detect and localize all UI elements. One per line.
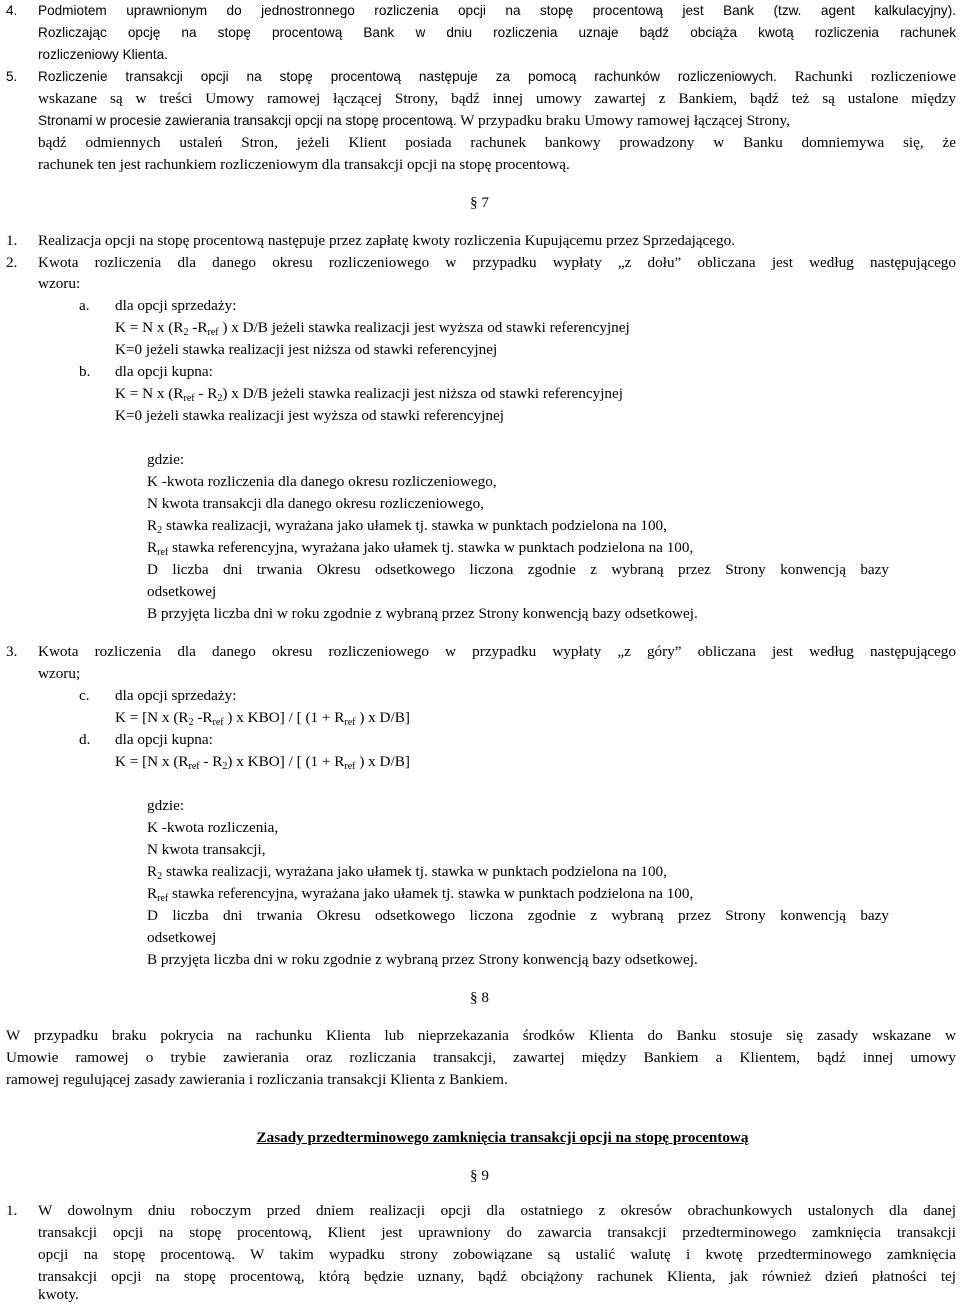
- p7-2-def-d-2: odsetkowej: [147, 583, 217, 600]
- formula-subscript: ref: [183, 393, 195, 404]
- p7-2-def-k: K -kwota rozliczenia dla danego okresu rozliczeniowego,: [147, 473, 497, 490]
- p7-3-d-label: dla opcji kupna:: [115, 731, 213, 748]
- p7-2-def-d-1: D liczba dni trwania Okresu odsetkowego liczona zgodnie z wybraną przez Strony konwencją bazy: [147, 561, 889, 578]
- section-heading: Zasady przedterminowego zamknięcia transakcji opcji na stopę procentową: [256, 1129, 749, 1146]
- def-subscript: 2: [157, 525, 163, 536]
- s9-1-number: 1.: [6, 1202, 18, 1219]
- p7-3-def-k: K -kwota rozliczenia,: [147, 819, 279, 836]
- p7-2-def-r2: [147, 515, 667, 537]
- formula-part: K = N x (R: [115, 385, 184, 402]
- p7-2-def-n: N kwota transakcji dla danego okresu rozliczeniowego,: [147, 495, 484, 512]
- def-symbol: R: [147, 885, 158, 902]
- p7-3-c-formula: [115, 707, 410, 729]
- item-4-line-2: Rozliczając opcję na stopę procentową Bank w dniu rozliczenia uznaje bądź obciąża kwotą rozliczenia rachunek: [38, 25, 956, 40]
- formula-part: ) x KBO] / [ (1 + R: [223, 709, 345, 726]
- s8-line-2: Umowie ramowej o trybie zawierania oraz rozliczania transakcji, zawartej między Bankiem a Klientem, bądź innej umowy: [6, 1049, 956, 1066]
- p7-2-b-formula-1: [115, 383, 623, 405]
- def-text: stawka referencyjna, wyrażana jako ułamek tj. stawka w punktach podzielona na 100,: [168, 885, 694, 902]
- item-4-line-1: Podmiotem uprawnionym do jednostronnego rozliczenia opcji na stopę procentową jest Bank (tzw. agent kalkulacyjny).: [38, 3, 956, 18]
- formula-subscript: 2: [188, 717, 194, 728]
- s9-line-2: transakcji opcji na stopę procentową, Klient jest uprawniony do zawarcia transakcji przedterminowego zamknięcia transakcji: [38, 1224, 956, 1241]
- p7-3-line-1: Kwota rozliczenia dla danego okresu rozliczeniowego w przypadku wypłaty „z góry” obliczana jest według następującego: [38, 643, 956, 660]
- item-5-line-3a: Stronami w procesie zawierania transakcji opcji na stopę procentową.: [38, 113, 457, 128]
- item-4-line-3: rozliczeniowy Klienta.: [38, 47, 168, 62]
- p7-3-def-b: B przyjęta liczba dni w roku zgodnie z wybraną przez Strony konwencją bazy odsetkowej.: [147, 951, 698, 968]
- s8-line-3: ramowej regulującej zasady zawierania i rozliczania transakcji Klienta z Bankiem.: [6, 1071, 508, 1088]
- s9-line-4: transakcji opcji na stopę procentową, którą będzie uznany, bądź obciążony rachunek Klienta, jak również dzień płatności tej: [38, 1268, 956, 1285]
- formula-subscript: ref: [344, 761, 356, 772]
- item-5-line-1: [38, 66, 956, 88]
- p7-3-gdzie: gdzie:: [147, 797, 185, 814]
- def-subscript: 2: [157, 871, 163, 882]
- p7-2-a-label: dla opcji sprzedaży:: [115, 297, 237, 314]
- p7-2-a-formula-1: [115, 317, 630, 339]
- p7-3-def-n: N kwota transakcji,: [147, 841, 266, 858]
- item-5-line-2: wskazane są w treści Umowy ramowej łączącej Strony, bądź innej umowy zawartej z Bankiem, bądź też są ustalone między: [38, 90, 956, 107]
- item-4-number: 4.: [6, 3, 18, 18]
- section-9-title: § 9: [470, 1167, 489, 1184]
- formula-part: K = [N x (R: [115, 709, 189, 726]
- s9-line-5: kwoty.: [38, 1286, 79, 1303]
- p7-2-b-formula-2: K=0 jeżeli stawka realizacji jest wyższa od stawki referencyjnej: [115, 407, 504, 424]
- item-5-line-5: rachunek ten jest rachunkiem rozliczeniowym dla transakcji opcji na stopę procentową.: [38, 156, 570, 173]
- formula-part: ) x KBO] / [ (1 + R: [227, 753, 345, 770]
- formula-subscript: 2: [222, 761, 228, 772]
- section-7-title: § 7: [470, 194, 489, 211]
- item-5-line-4: bądź odmiennych ustaleń Stron, jeżeli Klient posiada rachunek bankowy prowadzony w Banku domniemywa się, że: [38, 134, 956, 151]
- p7-3-line-2: wzoru;: [38, 665, 81, 682]
- item-5-line-1b: Rachunki rozliczeniowe: [794, 68, 957, 85]
- formula-subscript: ref: [212, 717, 224, 728]
- p7-2-line-1: Kwota rozliczenia dla danego okresu rozliczeniowego w przypadku wypłaty „z dołu” obliczana jest według następującego: [38, 254, 956, 271]
- formula-part: ) x D/B]: [355, 709, 410, 726]
- p7-2-number: 2.: [6, 254, 18, 271]
- def-symbol: R: [147, 863, 158, 880]
- formula-part: K = N x (R: [115, 319, 184, 336]
- formula-part: - R: [194, 385, 218, 402]
- p7-1-number: 1.: [6, 232, 18, 249]
- def-subscript: ref: [157, 547, 169, 558]
- formula-part: K = [N x (R: [115, 753, 189, 770]
- formula-part: ) x D/B jeżeli stawka realizacji jest niższa od stawki referencyjnej: [222, 385, 623, 402]
- p7-1-text: Realizacja opcji na stopę procentową następuje przez zapłatę kwoty rozliczenia Kupującemu przez Sprzedającego.: [38, 232, 736, 249]
- formula-part: -R: [193, 709, 213, 726]
- item-5-line-1a: Rozliczenie transakcji opcji na stopę procentową następuje za pomocą rachunków rozliczeniowych.: [38, 69, 777, 84]
- item-5-number: 5.: [6, 69, 18, 84]
- formula-part: -R: [188, 319, 208, 336]
- formula-part: - R: [199, 753, 223, 770]
- s9-line-1: W dowolnym dniu roboczym przed dniem realizacji opcji dla ostatniego z okresów obrachunkowych ustalonych dla danej: [38, 1202, 956, 1219]
- p7-2-def-b: B przyjęta liczba dni w roku zgodnie z wybraną przez Strony konwencją bazy odsetkowej.: [147, 605, 698, 622]
- p7-3-d-mark: d.: [79, 731, 91, 748]
- p7-2-a-formula-2: K=0 jeżeli stawka realizacji jest niższa od stawki referencyjnej: [115, 341, 498, 358]
- p7-3-def-rref: [147, 883, 693, 905]
- p7-3-def-d-2: odsetkowej: [147, 929, 217, 946]
- p7-2-line-2: wzoru:: [38, 275, 81, 292]
- def-symbol: R: [147, 539, 158, 556]
- def-text: stawka realizacji, wyrażana jako ułamek tj. stawka w punktach podzielona na 100,: [162, 517, 667, 534]
- item-5-line-3b: W przypadku braku Umowy ramowej łączącej Strony,: [460, 112, 790, 129]
- p7-2-a-mark: a.: [79, 297, 90, 314]
- formula-subscript: ref: [188, 761, 200, 772]
- item-5-line-3: [38, 110, 790, 132]
- p7-3-d-formula: [115, 751, 410, 773]
- p7-2-gdzie: gdzie:: [147, 451, 185, 468]
- p7-2-b-label: dla opcji kupna:: [115, 363, 213, 380]
- formula-subscript: ref: [207, 327, 219, 338]
- p7-2-def-rref: [147, 537, 693, 559]
- p7-3-c-label: dla opcji sprzedaży:: [115, 687, 237, 704]
- def-text: stawka realizacji, wyrażana jako ułamek tj. stawka w punktach podzielona na 100,: [162, 863, 667, 880]
- p7-3-number: 3.: [6, 643, 18, 660]
- p7-2-b-mark: b.: [79, 363, 91, 380]
- p7-3-def-d-1: D liczba dni trwania Okresu odsetkowego liczona zgodnie z wybraną przez Strony konwencją bazy: [147, 907, 889, 924]
- s9-line-3: opcji na stopę procentową. W takim wypadku strony zobowiązane są ustalić walutę i kwotę przedterminowego zamknięcia: [38, 1246, 956, 1263]
- def-text: stawka referencyjna, wyrażana jako ułamek tj. stawka w punktach podzielona na 100,: [168, 539, 694, 556]
- section-8-title: § 8: [470, 989, 489, 1006]
- formula-part: ) x D/B jeżeli stawka realizacji jest wyższa od stawki referencyjnej: [218, 319, 630, 336]
- formula-subscript: ref: [344, 717, 356, 728]
- p7-3-c-mark: c.: [79, 687, 90, 704]
- s8-line-1: W przypadku braku pokrycia na rachunku Klienta lub nieprzekazania środków Klienta do Banku stosuje się zasady wskazane w: [6, 1027, 956, 1044]
- def-subscript: ref: [157, 893, 169, 904]
- formula-subscript: 2: [217, 393, 223, 404]
- def-symbol: R: [147, 517, 158, 534]
- formula-part: ) x D/B]: [355, 753, 410, 770]
- formula-subscript: 2: [183, 327, 189, 338]
- p7-3-def-r2: [147, 861, 667, 883]
